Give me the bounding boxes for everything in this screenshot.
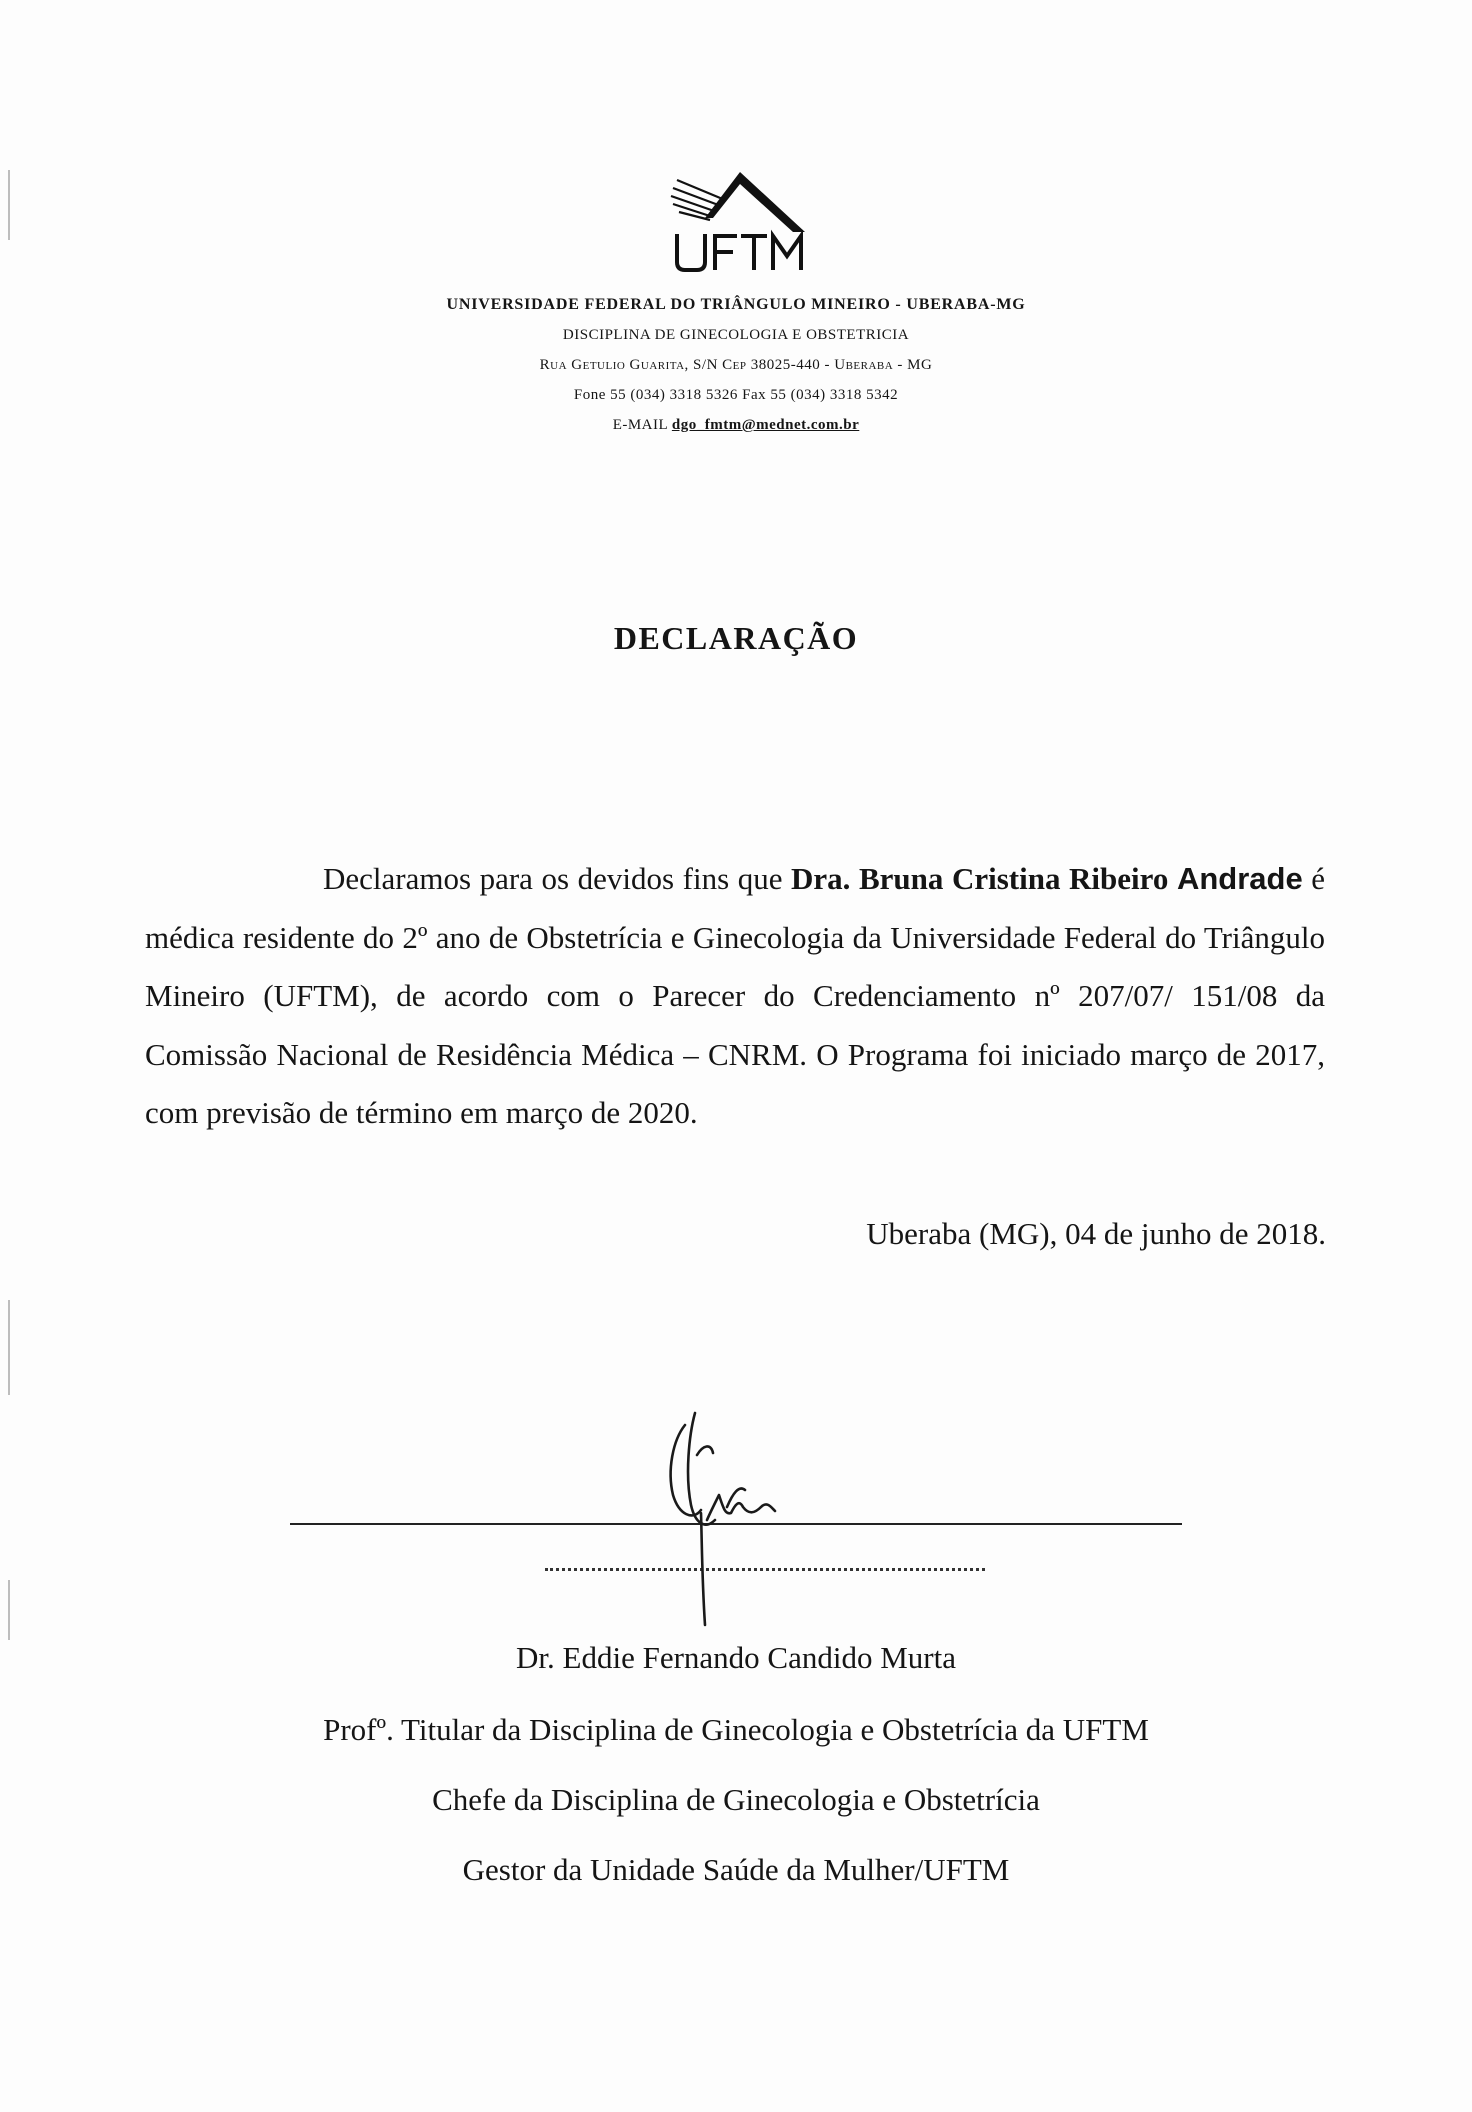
signatory-role-chief: Chefe da Disciplina de Ginecologia e Obstetrícia <box>432 1782 1040 1817</box>
resident-name-part2: Andrade <box>1176 861 1303 896</box>
svg-text:UFTM: UFTM <box>731 270 749 275</box>
document-title: DECLARAÇÃO <box>613 620 859 656</box>
body-intro: Declaramos para os devidos fins que <box>323 861 792 896</box>
declaration-paragraph <box>145 850 1325 1143</box>
signatory-role-manager: Gestor da Unidade Saúde da Mulher/UFTM <box>462 1852 1010 1887</box>
scan-edge-mark <box>8 170 10 240</box>
phone-line: Fone 55 (034) 3318 5326 Fax 55 (034) 3318 5342 <box>573 387 899 403</box>
university-name: UNIVERSIDADE FEDERAL DO TRIÂNGULO MINEIRO - UBERABA-MG <box>446 296 1026 313</box>
email-label: E-MAIL <box>612 417 668 433</box>
letterhead <box>300 290 1172 440</box>
email-link[interactable]: dgo_fmtm@mednet.com.br <box>671 417 860 433</box>
scan-edge-mark <box>8 1300 10 1395</box>
body-details: é médica residente do 2º ano de Obstetrícia e Ginecologia da Universidade Federal do Triângulo Mineiro (UFTM), de acordo com o Parecer do Credenciamento nº 207/07/ 151/08 da Comissão Nacional de Residência Médica – CNRM. O Programa foi iniciado março de 2017, com previsão de término em março de 2020. <box>145 861 1326 1131</box>
signatory-role-professor: Profº. Titular da Disciplina de Ginecologia e Obstetrícia da UFTM <box>323 1712 1149 1747</box>
signatory-name: Dr. Eddie Fernando Candido Murta <box>516 1640 956 1675</box>
resident-name-part1: Dra. Bruna Cristina Ribeiro <box>791 861 1169 896</box>
address-line: Rua Getulio Guarita, S/N Cep 38025-440 - Uberaba - MG <box>539 357 933 373</box>
uftm-logo <box>655 160 825 275</box>
discipline-name: DISCIPLINA DE GINECOLOGIA E OBSTETRICIA <box>562 327 910 343</box>
handwritten-signature <box>645 1395 815 1630</box>
scan-edge-mark <box>8 1580 10 1640</box>
email-line <box>300 410 1172 440</box>
place-date: Uberaba (MG), 04 de junho de 2018. <box>866 1216 1326 1251</box>
